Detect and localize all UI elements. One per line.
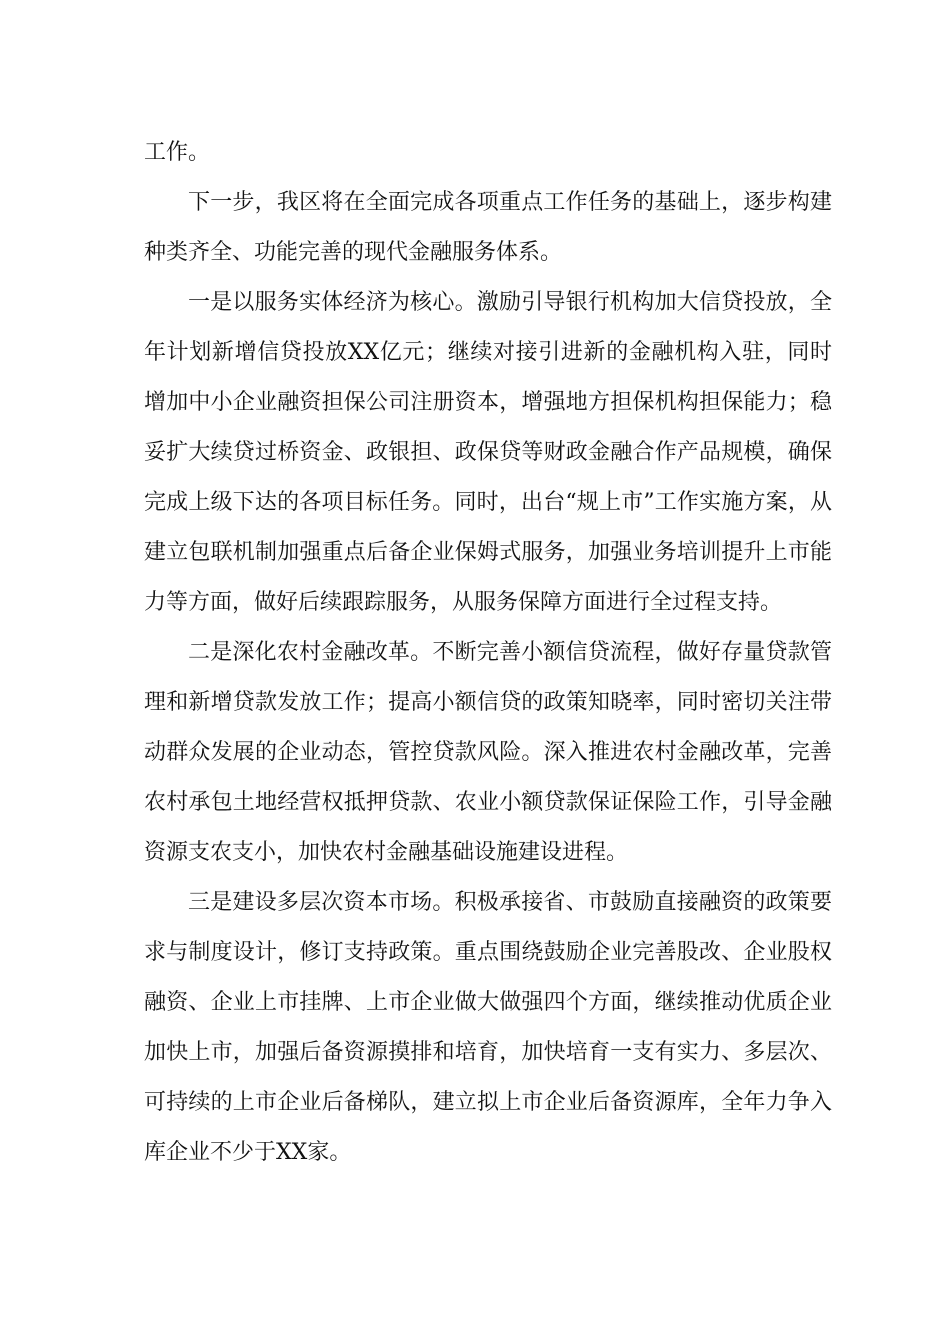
document-body bbox=[144, 128, 832, 1178]
paragraph-continuation: 工作。 bbox=[144, 140, 211, 165]
paragraph-real-economy: 一是以服务实体经济为核心。激励引导银行机构加大信贷投放，全年计划新增信贷投放XX亿元；继续对接引进新的金融机构入驻，同时增加中小企业融资担保公司注册资本，增强地方担保机构担保能力；稳妥扩大续贷过桥资金、政银担、政保贷等财政金融合作产品规模，确保完成上级下达的各项目标任务。同时，出台“规上市”工作实施方案，从建立包联机制加强重点后备企业保姆式服务，加强业务培训提升上市能力等方面，做好后续跟踪服务，从服务保障方面进行全过程支持。 bbox=[144, 290, 832, 615]
paragraph-next-step: 下一步，我区将在全面完成各项重点工作任务的基础上，逐步构建种类齐全、功能完善的现代金融服务体系。 bbox=[144, 190, 832, 265]
paragraph-rural-finance: 二是深化农村金融改革。不断完善小额信贷流程，做好存量贷款管理和新增贷款发放工作；提高小额信贷的政策知晓率，同时密切关注带动群众发展的企业动态，管控贷款风险。深入推进农村金融改革，完善农村承包土地经营权抵押贷款、农业小额贷款保证保险工作，引导金融资源支农支小，加快农村金融基础设施建设进程。 bbox=[144, 640, 832, 865]
paragraph-capital-market: 三是建设多层次资本市场。积极承接省、市鼓励直接融资的政策要求与制度设计，修订支持政策。重点围绕鼓励企业完善股改、企业股权融资、企业上市挂牌、上市企业做大做强四个方面，继续推动优质企业加快上市，加强后备资源摸排和培育，加快培育一支有实力、多层次、可持续的上市企业后备梯队，建立拟上市企业后备资源库，全年力争入库企业不少于XX家。 bbox=[144, 890, 832, 1165]
